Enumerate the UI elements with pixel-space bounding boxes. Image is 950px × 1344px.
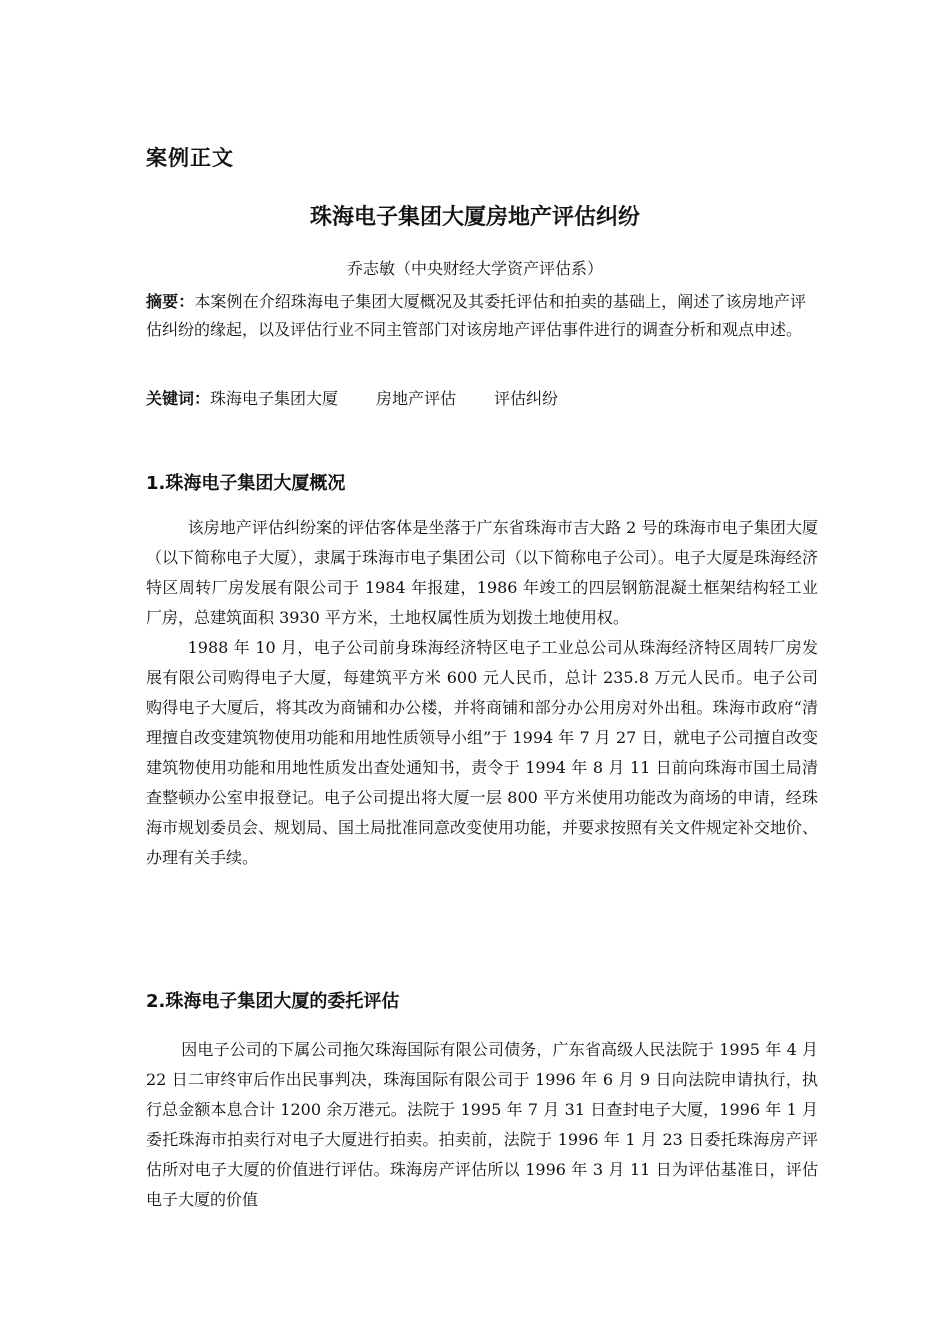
paragraph: 1988 年 10 月，电子公司前身珠海经济特区电子工业总公司从珠海经济特区周转厂房发展有限公司购得电子大厦，每建筑平方米 600 元人民币，总计 235.8 万元人民币。电子公司购得电子大厦后，将其改为商铺和办公楼，并将商铺和部分办公用房对外出租。珠海市政府“清理擅自改变建筑物使用功能和用地性质领导小组”于 1994 年 7 月 27 日，就电子公司擅自改变建筑物使用功能和用地性质发出查处通知书，责令于 1994 年 8 月 11 日前向珠海市国土局清查整顿办公室申报登记。电子公司提出将大厦一层 800 平方米使用功能改为商场的申请，经珠海市规划委员会、规划局、国土局批准同意改变使用功能，并要求按照有关文件规定补交地价、办理有关手续。 [146,638,819,867]
page-title: 珠海电子集团大厦房地产评估纠纷 [309,205,640,230]
section-body [146,513,818,873]
abstract [146,288,806,344]
keywords [146,385,558,413]
abstract-label: 摘要： [146,292,195,311]
section-label: 案例正文 [146,146,234,170]
abstract-text: 本案例在介绍珠海电子集团大厦概况及其委托评估和拍卖的基础上，阐述了该房地产评估纠纷的缘起，以及评估行业不同主管部门对该房地产评估事件进行的调查分析和观点申述。 [146,292,806,339]
keywords-label: 关键词： [146,389,211,408]
keyword: 珠海电子集团大厦 [210,389,339,408]
keyword: 房地产评估 [376,389,457,408]
author-line: 乔志敏（中央财经大学资产评估系） [346,259,603,278]
section-heading: 1.珠海电子集团大厦概况 [146,473,346,494]
keyword: 评估纠纷 [494,389,559,408]
section-heading: 2.珠海电子集团大厦的委托评估 [146,991,400,1012]
paragraph: 因电子公司的下属公司拖欠珠海国际有限公司债务，广东省高级人民法院于 1995 年 4 月 22 日二审终审后作出民事判决，珠海国际有限公司于 1996 年 6 月 9 日向法院申请执行，执行总金额本息合计 1200 余万港元。法院于 1995 年 7 月 31 日查封电子大厦，1996 年 1 月委托珠海市拍卖行对电子大厦进行拍卖。拍卖前，法院于 1996 年 1 月 23 日委托珠海房产评估所对电子大厦的价值进行评估。珠海房产评估所以 1996 年 3 月 11 日为评估基准日，评估电子大厦的价值 [146,1040,818,1209]
section-body [146,1035,818,1215]
paragraph: 该房地产评估纠纷案的评估客体是坐落于广东省珠海市吉大路 2 号的珠海市电子集团大厦（以下简称电子大厦），隶属于珠海市电子集团公司（以下简称电子公司）。电子大厦是珠海经济特区周转厂房发展有限公司于 1984 年报建，1986 年竣工的四层钢筋混凝土框架结构轻工业厂房，总建筑面积 3930 平方米，土地权属性质为划拨土地使用权。 [146,518,819,627]
